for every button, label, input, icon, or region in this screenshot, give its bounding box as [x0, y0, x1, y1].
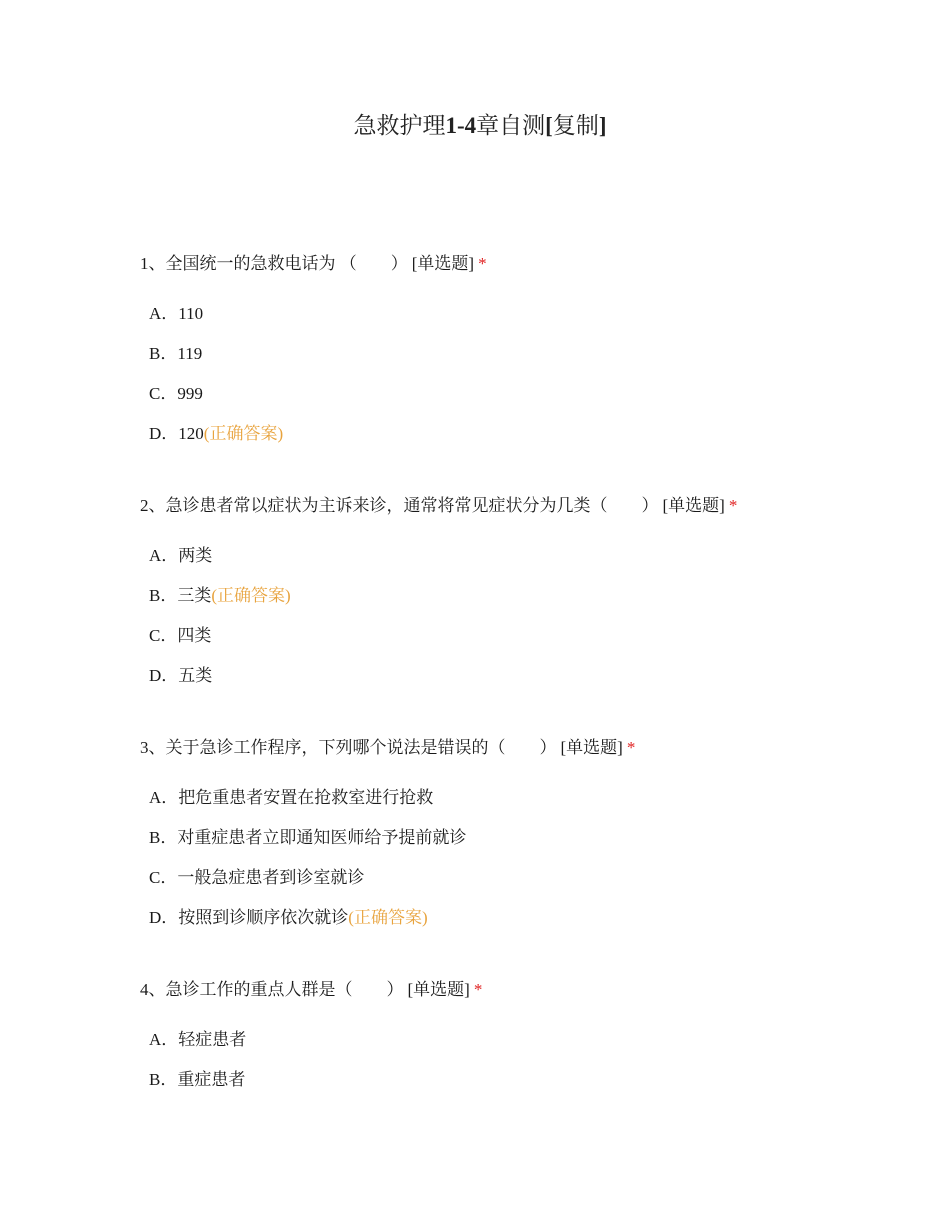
- question-block: [140, 490, 900, 732]
- question-stem: [140, 248, 900, 280]
- option-text: 110: [178, 304, 204, 323]
- answer-option: [140, 616, 900, 656]
- option-letter: D．: [149, 666, 179, 685]
- question-block: [140, 974, 900, 1216]
- question-block: [140, 732, 900, 974]
- option-letter: A．: [149, 788, 179, 807]
- question-number: 3、: [140, 738, 166, 757]
- answer-option: [140, 294, 900, 334]
- option-letter: A．: [149, 546, 179, 565]
- question-type-tag: [单选题]: [407, 980, 470, 999]
- answer-option: [140, 414, 900, 454]
- option-text: 一般急症患者到诊室就诊: [177, 868, 365, 887]
- required-mark: *: [473, 980, 483, 999]
- answer-option: [140, 334, 900, 374]
- title-copy-label: 复制: [552, 113, 599, 138]
- option-letter: B．: [149, 1070, 178, 1089]
- option-letter: B．: [149, 586, 178, 605]
- option-letter: C．: [149, 626, 178, 645]
- correct-answer-label: (正确答案): [211, 586, 291, 605]
- question-type-tag: [单选题]: [560, 738, 623, 757]
- question-stem: [140, 490, 900, 522]
- option-text: 两类: [178, 546, 213, 565]
- option-text: 999: [177, 384, 203, 403]
- option-text: 重症患者: [177, 1070, 246, 1089]
- option-text: 120: [178, 424, 204, 443]
- question-type-tag: [单选题]: [662, 496, 725, 515]
- option-text: 轻症患者: [178, 1030, 247, 1049]
- question-text: 急诊患者常以症状为主诉来诊，通常将常见症状分为几类（ ）: [165, 496, 659, 515]
- option-letter: A．: [149, 304, 179, 323]
- answer-option: [140, 656, 900, 696]
- answer-option: [140, 898, 900, 938]
- option-list: [140, 294, 900, 454]
- option-text: 三类: [177, 586, 212, 605]
- question-text: 急诊工作的重点人群是（ ）: [165, 980, 404, 999]
- option-text: 五类: [178, 666, 213, 685]
- answer-option: [140, 818, 900, 858]
- title-prefix: 急救护理: [353, 113, 446, 138]
- question-text: 关于急诊工作程序，下列哪个说法是错误的（ ）: [165, 738, 557, 757]
- answer-option: [140, 778, 900, 818]
- question-number: 1、: [140, 254, 166, 273]
- question-stem: [140, 974, 900, 1006]
- required-mark: *: [728, 496, 738, 515]
- question-number: 4、: [140, 980, 166, 999]
- answer-option: [140, 1060, 900, 1100]
- page-title: [0, 110, 950, 142]
- answer-option: [140, 374, 900, 414]
- question-number: 2、: [140, 496, 166, 515]
- option-text: 119: [177, 344, 203, 363]
- option-text: 按照到诊顺序依次就诊: [178, 908, 349, 927]
- option-list: [140, 778, 900, 938]
- answer-option: [140, 576, 900, 616]
- question-text: 全国统一的急救电话为 （ ）: [165, 254, 408, 273]
- question-type-tag: [单选题]: [411, 254, 475, 273]
- answer-option: [140, 536, 900, 576]
- required-mark: *: [626, 738, 636, 757]
- option-letter: C．: [149, 384, 178, 403]
- option-list: [140, 536, 900, 696]
- option-text: 对重症患者立即通知医师给予提前就诊: [177, 828, 467, 847]
- option-letter: B．: [149, 344, 178, 363]
- title-middle: 章自测: [476, 113, 546, 138]
- option-letter: A．: [149, 1030, 179, 1049]
- option-list: [140, 1020, 900, 1100]
- question-stem: [140, 732, 900, 764]
- option-letter: C．: [149, 868, 178, 887]
- option-letter: B．: [149, 828, 178, 847]
- correct-answer-label: (正确答案): [203, 424, 284, 443]
- correct-answer-label: (正确答案): [348, 908, 428, 927]
- title-open-bracket: [: [545, 113, 553, 138]
- question-block: [140, 248, 900, 490]
- option-letter: D．: [149, 424, 179, 443]
- option-letter: D．: [149, 908, 179, 927]
- title-chapter-range: 1-4: [445, 113, 477, 138]
- answer-option: [140, 1020, 900, 1060]
- required-mark: *: [478, 254, 487, 273]
- title-close-bracket: ]: [598, 113, 607, 138]
- option-text: 把危重患者安置在抢救室进行抢救: [178, 788, 434, 807]
- answer-option: [140, 858, 900, 898]
- option-text: 四类: [177, 626, 212, 645]
- question-list: [140, 248, 900, 1216]
